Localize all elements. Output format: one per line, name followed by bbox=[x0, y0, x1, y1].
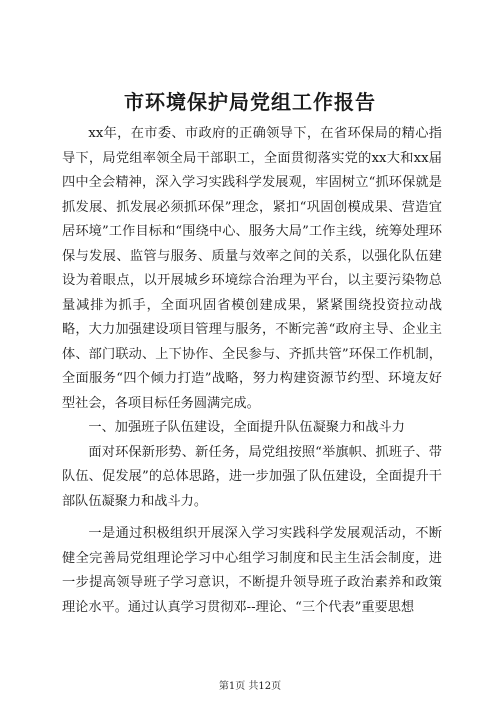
paragraph-intro: xx年，在市委、市政府的正确领导下，在省环保局的精心指导下，局党组率领全局干部职工，全面贯彻落实党的xx大和xx届四中全会精神，深入学习实践科学发展观，牢固树立“抓环保就是抓发展、抓发展必须抓环保”理念，紧扣“巩固创模成果、营造宜居环境”工作目标和“围绕中心、服务大局”工作主线，统筹处理环保与发展、监管与服务、质量与效率之间的关系，以强化队伍建设为着眼点，以开展城乡环境综合治理为平台，以主要污染物总量减排为抓手，全面巩固省模创建成果，紧紧围绕投资拉动战略，大力加强建设项目管理与服务，不断完善“政府主导、企业主体、部门联动、上下协作、全民参与、齐抓共管”环保工作机制，全面服务“四个倾力打造”战略，努力构建资源节约型、环境友好型社会，各项目标任务圆满完成。 bbox=[62, 126, 442, 411]
section-heading-1: 一、加强班子队伍建设，全面提升队伍凝聚力和战斗力 bbox=[88, 420, 405, 435]
paragraph-section-1-point-1: 一是通过积极组织开展深入学习实践科学发展观活动，不断健全完善局党组理论学习中心组学习制度和民主生活会制度，进一步提高领导班子学习意识，不断提升领导班子政治素养和政策理论水平。通过认真学习贯彻邓--理论、“三个代表”重要思想 bbox=[62, 526, 442, 615]
document-title: 市环境保护局党组工作报告 bbox=[124, 90, 376, 114]
document-body bbox=[62, 122, 442, 620]
page-footer: 第1页 共12页 bbox=[218, 681, 282, 692]
paragraph-section-1-intro: 面对环保新形势、新任务，局党组按照“举旗帜、抓班子、带队伍、促发展”的总体思路，进一步加强了队伍建设，全面提升干部队伍凝聚力和战斗力。 bbox=[62, 444, 442, 509]
